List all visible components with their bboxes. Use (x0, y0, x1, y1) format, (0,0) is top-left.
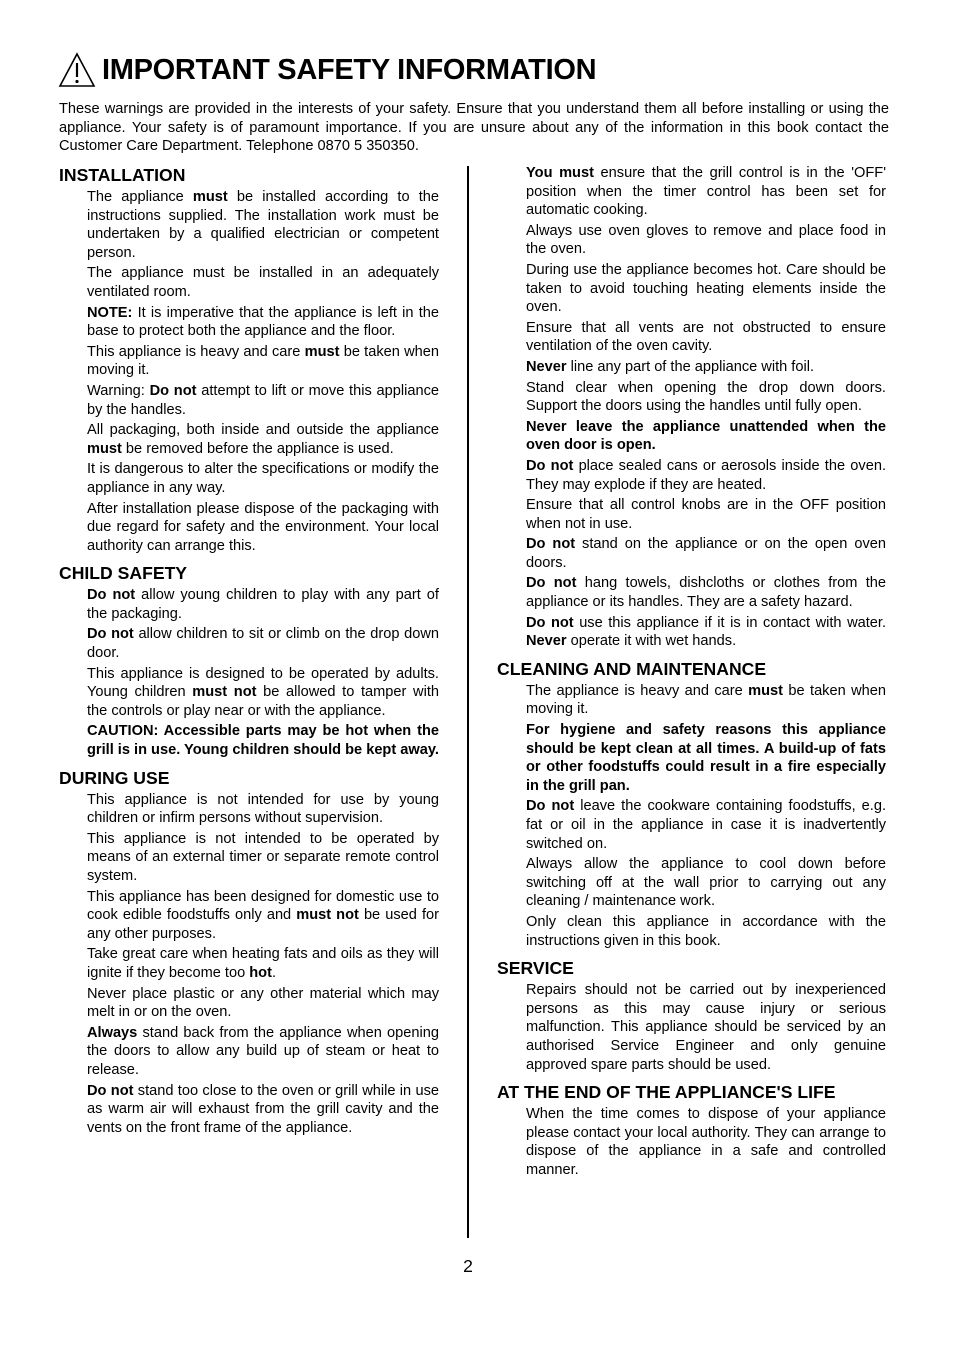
safety-paragraph (526, 418, 886, 455)
section-child-safety (59, 562, 439, 759)
safety-paragraph (526, 855, 886, 911)
body-text: operate it with wet hands. (566, 633, 737, 650)
safety-paragraph (526, 358, 886, 377)
safety-paragraph (87, 586, 439, 623)
body-text: Never place plastic or any other material which may melt in or on the oven. (87, 985, 439, 1021)
safety-paragraph (87, 1082, 439, 1138)
body-text: When the time comes to dispose of your appliance please contact your local authority. They can arrange to dispose of the appliance in a safe and controlled manner. (526, 1106, 886, 1178)
body-text: This appliance has been designed for domestic use to cook edible foodstuffs only and (87, 888, 439, 924)
safety-paragraph (526, 319, 886, 356)
emphasis-text: Do not (526, 536, 576, 553)
body-text: It is imperative that the appliance is left in the base to protect both the appliance and the floor. (87, 304, 439, 340)
warning-triangle-icon (58, 52, 96, 88)
safety-paragraph (526, 222, 886, 259)
emphasis-text: Never (526, 633, 567, 650)
safety-paragraph (87, 722, 439, 759)
body-text: This appliance is heavy and care (87, 343, 305, 360)
body-text: be installed according to the instructions supplied. The installation work must be undertaken by a qualified electrician or competent person. (87, 189, 439, 261)
body-text: be used for any other purposes. (87, 907, 439, 942)
body-text: use this appliance if it is in contact with water. (573, 614, 886, 631)
safety-paragraph (87, 460, 439, 497)
body-text: The appliance (87, 189, 193, 205)
section-heading: CLEANING AND MAINTENANCE (497, 658, 767, 679)
body-text: stand back from the appliance when opening the doors to allow any build up of steam or heat to release. (87, 1024, 439, 1078)
body-text: The appliance is heavy and care (526, 682, 749, 699)
body-text: ensure that the grill control is in the 'OFF' position when the timer control has been set for automatic cooking. (526, 165, 887, 219)
safety-paragraph (526, 164, 886, 220)
emphasis-text: Never leave the appliance unattended when the oven door is open. (526, 418, 886, 454)
emphasis-text: must not (192, 684, 257, 701)
section-during-use (59, 767, 439, 1138)
safety-paragraph (526, 1105, 886, 1179)
body-text: stand on the appliance or on the open oven doors. (526, 536, 886, 571)
emphasis-text: must (304, 343, 340, 360)
body-text: Warning: (87, 382, 150, 399)
safety-paragraph (526, 721, 886, 795)
emphasis-text: must (748, 682, 784, 699)
emphasis-text: Do not (526, 457, 574, 474)
safety-paragraph (526, 261, 886, 317)
body-text: After installation please dispose of the packaging with due regard for safety and the environment. Your local authority can arrange this. (87, 500, 439, 554)
safety-paragraph (526, 614, 886, 651)
safety-paragraph (87, 945, 439, 982)
body-text: leave the cookware containing foodstuffs, e.g. fat or oil in the appliance in case it is inadvertently switched on. (526, 798, 886, 852)
safety-paragraph (526, 797, 886, 853)
section-service (497, 957, 886, 1074)
body-text: . (271, 964, 277, 981)
emphasis-text: Do not (87, 587, 136, 604)
body-text: hang towels, dishcloths or clothes from the appliance or its handles. They are a safety hazard. (526, 575, 887, 611)
body-text: All packaging, both inside and outside the appliance (87, 422, 439, 439)
emphasis-text: Do not (526, 575, 577, 592)
body-text: Ensure that all vents are not obstructed to ensure ventilation of the oven cavity. (526, 319, 886, 355)
emphasis-text: must not (296, 907, 359, 924)
safety-paragraph (526, 379, 886, 416)
body-text: Always allow the appliance to cool down before switching off at the wall prior to carrying out any cleaning / maintenance work. (526, 856, 886, 910)
section-heading: SERVICE (497, 958, 574, 979)
safety-paragraph (526, 682, 886, 719)
body-text: Repairs should not be carried out by inexperienced persons as this may cause injury or serious malfunction. This appliance should be serviced by an authorised Service Engineer and only genuine approved spare parts should be used. (526, 982, 886, 1073)
body-text: During use the appliance becomes hot. Care should be taken to avoid touching heating elements inside the oven. (526, 261, 886, 316)
emphasis-text: Do not (526, 614, 574, 631)
section-installation (59, 164, 439, 555)
page-title: IMPORTANT SAFETY INFORMATION (102, 54, 597, 86)
safety-paragraph (87, 1024, 439, 1080)
body-text: line any part of the appliance with foil. (566, 358, 815, 375)
emphasis-text: Never (526, 358, 567, 375)
body-text: be removed before the appliance is used. (121, 440, 394, 457)
body-text: Only clean this appliance in accordance with the instructions given in this book. (526, 913, 886, 949)
safety-paragraph (87, 188, 439, 262)
section-during-use-continued (497, 164, 886, 651)
emphasis-text: must (87, 440, 122, 457)
body-text: Stand clear when opening the drop down doors. Support the doors using the handles until fully open. (526, 379, 886, 415)
safety-paragraph (526, 913, 886, 950)
section-heading: AT THE END OF THE APPLIANCE'S LIFE (497, 1082, 836, 1103)
body-text: be taken when moving it. (526, 682, 886, 718)
safety-paragraph (87, 421, 439, 458)
emphasis-text: NOTE: (87, 304, 133, 321)
body-text: This appliance is designed to be operated by adults. Young children (87, 665, 439, 701)
left-column (59, 164, 439, 1144)
body-text: allow young children to play with any part of the packaging. (87, 587, 439, 622)
safety-paragraph (87, 791, 439, 828)
column-divider (467, 166, 469, 1238)
emphasis-text: hot (249, 964, 272, 981)
body-text: The appliance must be installed in an adequately ventilated room. (87, 265, 439, 300)
emphasis-text: Do not (87, 626, 134, 643)
intro-text: These warnings are provided in the interests of your safety. Ensure that you understand them all before installing or using the appliance. Your safety is of paramount importance. If you are unsure about any of the information in this book contact the Customer Care Department. Telephone 0870 5 350350. (59, 101, 889, 155)
emphasis-text: must (192, 189, 228, 205)
emphasis-text: For hygiene and safety reasons this appliance should be kept clean at all times. A build-up of fats or other foodstuffs could result in a fire especially in the grill pan. (526, 722, 886, 794)
section-cleaning-and-maintenance (497, 658, 886, 950)
safety-paragraph (87, 888, 439, 944)
section-at-the-end-of-the-appliance-s-life (497, 1081, 886, 1179)
body-text: stand too close to the oven or grill while in use as warm air will exhaust from the grill cavity and the vents on the front frame of the appliance. (87, 1082, 439, 1136)
body-text: This appliance is not intended for use by young children or infirm persons without supervision. (87, 791, 439, 827)
safety-paragraph (526, 535, 886, 572)
section-heading: DURING USE (59, 767, 170, 788)
safety-paragraph (87, 830, 439, 886)
safety-paragraph (87, 264, 439, 301)
safety-paragraph (87, 382, 439, 419)
safety-paragraph (526, 496, 886, 533)
safety-paragraph (87, 625, 439, 662)
body-text: allow children to sit or climb on the drop down door. (87, 626, 439, 662)
safety-paragraph (87, 500, 439, 556)
body-text: attempt to lift or move this appliance by the handles. (87, 382, 439, 418)
body-text: be taken when moving it. (87, 343, 439, 379)
emphasis-text: Do not (149, 382, 197, 399)
emphasis-text: Do not (526, 798, 575, 815)
body-text: It is dangerous to alter the specifications or modify the appliance in any way. (87, 461, 439, 496)
safety-paragraph (526, 574, 886, 611)
right-column (497, 164, 886, 1187)
emphasis-text: Always (87, 1024, 138, 1041)
body-text: Ensure that all control knobs are in the OFF position when not in use. (526, 497, 886, 532)
safety-paragraph (526, 981, 886, 1074)
body-text: Always use oven gloves to remove and place food in the oven. (526, 222, 886, 258)
safety-paragraph (87, 985, 439, 1022)
section-heading: INSTALLATION (59, 165, 186, 185)
safety-paragraph (87, 343, 439, 380)
body-text: Take great care when heating fats and oils as they will ignite if they become too (87, 946, 439, 981)
emphasis-text: You must (526, 165, 594, 181)
safety-paragraph (526, 457, 886, 494)
safety-paragraph (87, 304, 439, 341)
safety-paragraph (87, 665, 439, 721)
body-text: This appliance is not intended to be operated by means of an external timer or separate remote control system. (87, 830, 439, 884)
emphasis-text: Do not (87, 1082, 134, 1099)
body-text: be allowed to tamper with the controls or play near or with the appliance. (87, 684, 439, 719)
emphasis-text: CAUTION: Accessible parts may be hot when the grill is in use. Young children should be kept away. (87, 723, 439, 759)
title-row (58, 52, 596, 88)
body-text: place sealed cans or aerosols inside the oven. They may explode if they are heated. (526, 457, 886, 493)
section-heading: CHILD SAFETY (59, 563, 188, 584)
page-number: 2 (463, 1256, 473, 1276)
